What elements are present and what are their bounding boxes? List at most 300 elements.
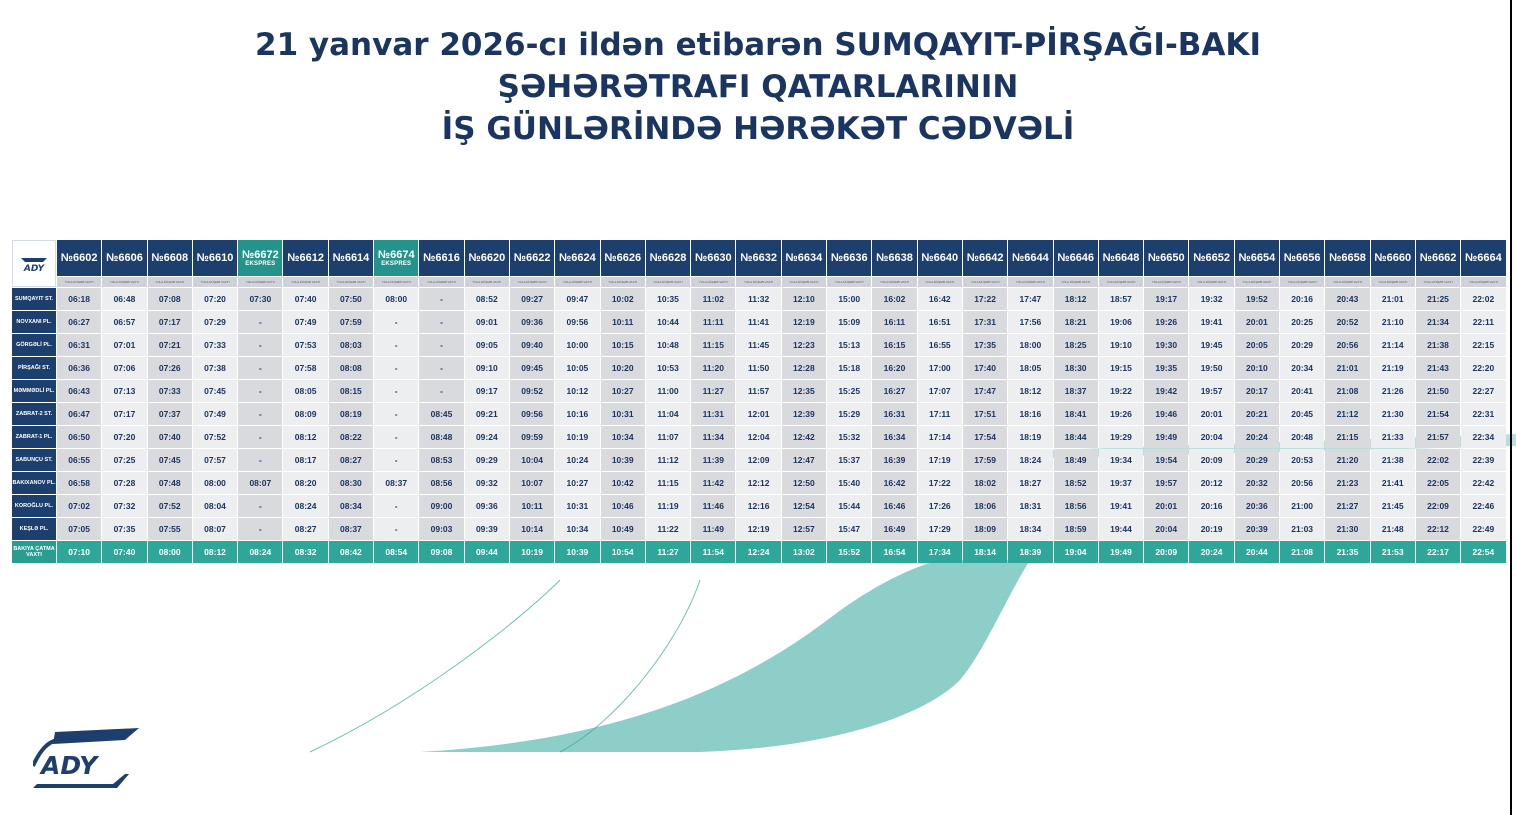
time-cell: -: [238, 426, 282, 448]
time-cell: 12:23: [782, 334, 826, 356]
time-cell: 22:34: [1461, 426, 1505, 448]
time-cell: 21:38: [1371, 449, 1415, 471]
time-cell: 12:10: [782, 288, 826, 310]
time-cell: 07:01: [102, 334, 146, 356]
time-cell: 15:09: [827, 311, 871, 333]
time-cell: 20:41: [1280, 380, 1324, 402]
station-row: [12, 518, 1506, 540]
train-header-13: [646, 240, 690, 276]
train-number: №6652: [1193, 252, 1230, 264]
time-cell: 19:22: [1099, 380, 1143, 402]
time-cell: 15:00: [827, 288, 871, 310]
train-number: №6644: [1012, 252, 1049, 264]
time-cell: 19:10: [1099, 334, 1143, 356]
time-cell: 13:02: [782, 541, 826, 563]
time-cell: -: [374, 357, 418, 379]
train-number: №6640: [921, 252, 959, 264]
train-header-26: [1235, 240, 1279, 276]
time-cell: 22:46: [1461, 495, 1505, 517]
time-cell: 08:17: [283, 449, 327, 471]
time-cell: 18:39: [1008, 541, 1052, 563]
time-cell: 07:06: [102, 357, 146, 379]
time-cell: 08:27: [329, 449, 373, 471]
train-header-30: [1416, 240, 1460, 276]
time-cell: 22:09: [1416, 495, 1460, 517]
station-row: [12, 472, 1506, 494]
time-cell: 12:16: [736, 495, 780, 517]
time-cell: 20:17: [1235, 380, 1279, 402]
time-cell: 20:10: [1235, 357, 1279, 379]
time-cell: 07:33: [193, 334, 237, 356]
time-cell: 10:31: [601, 403, 645, 425]
time-cell: 10:02: [601, 288, 645, 310]
time-cell: 17:26: [918, 495, 962, 517]
time-cell: 20:48: [1280, 426, 1324, 448]
time-cell: 18:41: [1054, 403, 1098, 425]
train-header-17: [827, 240, 871, 276]
time-cell: 07:57: [193, 449, 237, 471]
time-cell: 07:20: [102, 426, 146, 448]
time-cell: 11:45: [736, 334, 780, 356]
time-cell: 10:35: [646, 288, 690, 310]
time-cell: 08:15: [329, 380, 373, 402]
station-row: [12, 334, 1506, 356]
time-cell: 18:52: [1054, 472, 1098, 494]
time-cell: -: [238, 334, 282, 356]
time-cell: 22:20: [1461, 357, 1505, 379]
train-number: №6656: [1283, 252, 1321, 264]
time-cell: 12:24: [736, 541, 780, 563]
time-cell: 08:54: [374, 541, 418, 563]
departure-label: YOLA DÜŞMƏ VAXTI: [374, 277, 418, 287]
station-row: [12, 403, 1506, 425]
time-cell: 16:39: [872, 449, 916, 471]
train-number: №6612: [287, 252, 324, 264]
time-cell: 10:04: [510, 449, 554, 471]
time-cell: 22:11: [1461, 311, 1505, 333]
train-number: №6624: [559, 252, 596, 264]
time-cell: 12:35: [782, 380, 826, 402]
time-cell: 20:34: [1280, 357, 1324, 379]
time-cell: 16:20: [872, 357, 916, 379]
time-cell: -: [374, 311, 418, 333]
time-cell: -: [419, 288, 463, 310]
time-cell: 09:44: [465, 541, 509, 563]
time-cell: 11:41: [736, 311, 780, 333]
time-cell: 07:58: [283, 357, 327, 379]
time-cell: -: [374, 495, 418, 517]
time-cell: 19:34: [1099, 449, 1143, 471]
time-cell: 10:39: [555, 541, 599, 563]
station-name: BAKIYA ÇATMA VAXTI: [12, 541, 56, 563]
time-cell: -: [238, 357, 282, 379]
time-cell: 07:40: [102, 541, 146, 563]
time-cell: 17:29: [918, 518, 962, 540]
departure-label: YOLA DÜŞMƏ VAXTI: [238, 277, 282, 287]
time-cell: 10:11: [601, 311, 645, 333]
time-cell: 08:00: [148, 541, 192, 563]
time-cell: 10:20: [601, 357, 645, 379]
time-cell: 18:16: [1008, 403, 1052, 425]
time-cell: 16:49: [872, 518, 916, 540]
time-cell: 20:21: [1235, 403, 1279, 425]
time-cell: 09:59: [510, 426, 554, 448]
time-cell: 19:45: [1189, 334, 1233, 356]
station-name: ZABRAT-1 PL.: [12, 426, 56, 448]
time-cell: 20:25: [1280, 311, 1324, 333]
time-cell: 19:41: [1189, 311, 1233, 333]
time-cell: 19:04: [1054, 541, 1098, 563]
time-cell: 08:27: [283, 518, 327, 540]
time-cell: 20:16: [1280, 288, 1324, 310]
time-cell: 07:25: [102, 449, 146, 471]
time-cell: 21:33: [1371, 426, 1415, 448]
time-cell: 07:49: [283, 311, 327, 333]
departure-label: YOLA DÜŞMƏ VAXTI: [419, 277, 463, 287]
time-cell: 18:49: [1054, 449, 1098, 471]
station-name: KEŞLƏ PL.: [12, 518, 56, 540]
time-cell: 08:42: [329, 541, 373, 563]
time-cell: 09:45: [510, 357, 554, 379]
time-cell: 10:49: [601, 518, 645, 540]
time-cell: 20:56: [1280, 472, 1324, 494]
time-cell: 18:27: [1008, 472, 1052, 494]
time-cell: 18:34: [1008, 518, 1052, 540]
train-number: №6610: [196, 252, 234, 264]
train-number: №6634: [785, 252, 823, 264]
time-cell: 12:57: [782, 518, 826, 540]
time-cell: 07:30: [238, 288, 282, 310]
express-badge: EKSPRES: [381, 260, 412, 267]
time-cell: 07:55: [148, 518, 192, 540]
time-cell: 21:38: [1416, 334, 1460, 356]
time-cell: 20:04: [1144, 518, 1188, 540]
time-cell: 09:36: [465, 495, 509, 517]
departure-label: YOLA DÜŞMƏ VAXTI: [193, 277, 237, 287]
time-cell: 07:45: [148, 449, 192, 471]
time-cell: 17:51: [963, 403, 1007, 425]
time-cell: 07:45: [193, 380, 237, 402]
train-header-0: [57, 240, 101, 276]
time-cell: 21:43: [1416, 357, 1460, 379]
time-cell: 17:47: [1008, 288, 1052, 310]
time-cell: 21:10: [1371, 311, 1415, 333]
time-cell: 20:09: [1144, 541, 1188, 563]
page-title: [0, 24, 1516, 150]
time-cell: 09:03: [419, 518, 463, 540]
train-header-25: [1189, 240, 1233, 276]
time-cell: 07:28: [102, 472, 146, 494]
time-cell: 08:34: [329, 495, 373, 517]
train-header-8: [419, 240, 463, 276]
train-header-10: [510, 240, 554, 276]
time-cell: 21:12: [1325, 403, 1369, 425]
time-cell: 19:41: [1099, 495, 1143, 517]
time-cell: -: [374, 518, 418, 540]
departure-label: YOLA DÜŞMƏ VAXTI: [465, 277, 509, 287]
train-header-6: [329, 240, 373, 276]
time-cell: 08:08: [329, 357, 373, 379]
time-cell: 15:29: [827, 403, 871, 425]
time-cell: 22:12: [1416, 518, 1460, 540]
time-cell: 10:27: [555, 472, 599, 494]
time-cell: 17:19: [918, 449, 962, 471]
time-cell: 10:14: [510, 518, 554, 540]
departure-label: YOLA DÜŞMƏ VAXTI: [1235, 277, 1279, 287]
time-cell: 20:09: [1189, 449, 1233, 471]
time-cell: 18:06: [963, 495, 1007, 517]
train-number: №6638: [876, 252, 913, 264]
time-cell: 16:11: [872, 311, 916, 333]
time-cell: 07:48: [148, 472, 192, 494]
time-cell: 22:42: [1461, 472, 1505, 494]
station-name: ZABRAT-2 ST.: [12, 403, 56, 425]
time-cell: 22:15: [1461, 334, 1505, 356]
time-cell: 16:02: [872, 288, 916, 310]
time-cell: 10:31: [555, 495, 599, 517]
time-cell: -: [238, 380, 282, 402]
train-header-1: [102, 240, 146, 276]
time-cell: 06:31: [57, 334, 101, 356]
time-cell: 11:32: [736, 288, 780, 310]
train-header-23: [1099, 240, 1143, 276]
time-cell: 06:36: [57, 357, 101, 379]
station-name: GÖRGƏLİ PL.: [12, 334, 56, 356]
time-cell: 19:17: [1144, 288, 1188, 310]
time-cell: 19:49: [1099, 541, 1143, 563]
train-number: №6626: [604, 252, 642, 264]
time-cell: 20:44: [1235, 541, 1279, 563]
train-number: №6662: [1419, 252, 1457, 264]
time-cell: 07:38: [193, 357, 237, 379]
time-cell: 16:46: [872, 495, 916, 517]
time-cell: 07:17: [102, 403, 146, 425]
departure-label: YOLA DÜŞMƏ VAXTI: [691, 277, 735, 287]
time-cell: 07:32: [102, 495, 146, 517]
time-cell: 08:52: [465, 288, 509, 310]
time-cell: 11:50: [736, 357, 780, 379]
station-name: PİRŞAĞI ST.: [12, 357, 56, 379]
time-cell: 22:54: [1461, 541, 1505, 563]
time-cell: 19:35: [1144, 357, 1188, 379]
time-cell: 10:34: [601, 426, 645, 448]
departure-label: YOLA DÜŞMƏ VAXTI: [1325, 277, 1369, 287]
train-header-2: [148, 240, 192, 276]
time-cell: 11:31: [691, 403, 735, 425]
ady-logo-cell: [12, 240, 56, 287]
time-cell: 12:39: [782, 403, 826, 425]
time-cell: -: [374, 449, 418, 471]
time-cell: 18:44: [1054, 426, 1098, 448]
station-name: BAKIXANOV PL.: [12, 472, 56, 494]
time-cell: 19:15: [1099, 357, 1143, 379]
time-cell: 12:28: [782, 357, 826, 379]
train-number: №6632: [740, 252, 777, 264]
time-cell: 10:53: [646, 357, 690, 379]
time-cell: 10:24: [555, 449, 599, 471]
time-cell: 18:37: [1054, 380, 1098, 402]
time-cell: 11:42: [691, 472, 735, 494]
time-cell: 20:43: [1325, 288, 1369, 310]
time-cell: 10:34: [555, 518, 599, 540]
train-number: №6636: [830, 252, 868, 264]
time-cell: 07:10: [57, 541, 101, 563]
time-cell: 08:48: [419, 426, 463, 448]
train-header-24: [1144, 240, 1188, 276]
time-cell: -: [419, 311, 463, 333]
departure-label: YOLA DÜŞMƏ VAXTI: [555, 277, 599, 287]
time-cell: 21:20: [1325, 449, 1369, 471]
train-header-27: [1280, 240, 1324, 276]
time-cell: 15:37: [827, 449, 871, 471]
train-number: №6672: [241, 248, 279, 261]
time-cell: 08:09: [283, 403, 327, 425]
time-cell: -: [374, 403, 418, 425]
time-cell: 11:54: [691, 541, 735, 563]
time-cell: 21:26: [1371, 380, 1415, 402]
time-cell: 18:09: [963, 518, 1007, 540]
time-cell: 21:19: [1371, 357, 1415, 379]
time-cell: -: [238, 518, 282, 540]
departure-label: YOLA DÜŞMƏ VAXTI: [1144, 277, 1188, 287]
train-number: №6616: [423, 252, 460, 264]
departure-label: YOLA DÜŞMƏ VAXTI: [918, 277, 962, 287]
time-cell: 09:17: [465, 380, 509, 402]
time-cell: 09:56: [555, 311, 599, 333]
time-cell: 10:42: [601, 472, 645, 494]
train-header-29: [1371, 240, 1415, 276]
time-cell: 18:57: [1099, 288, 1143, 310]
train-header-11: [555, 240, 599, 276]
time-cell: 11:07: [646, 426, 690, 448]
time-cell: 09:00: [419, 495, 463, 517]
time-cell: 18:31: [1008, 495, 1052, 517]
time-cell: 21:30: [1371, 403, 1415, 425]
time-cell: 16:31: [872, 403, 916, 425]
time-cell: 08:00: [374, 288, 418, 310]
departure-label: YOLA DÜŞMƏ VAXTI: [827, 277, 871, 287]
time-cell: 18:00: [1008, 334, 1052, 356]
departure-label: YOLA DÜŞMƏ VAXTI: [329, 277, 373, 287]
time-cell: 08:00: [193, 472, 237, 494]
time-cell: 18:21: [1054, 311, 1098, 333]
time-cell: 12:47: [782, 449, 826, 471]
train-number: №6646: [1057, 252, 1095, 264]
time-cell: -: [238, 449, 282, 471]
time-cell: 07:21: [148, 334, 192, 356]
time-cell: 07:35: [102, 518, 146, 540]
train-number: №6622: [513, 252, 551, 264]
time-cell: 20:29: [1280, 334, 1324, 356]
time-cell: 11:27: [691, 380, 735, 402]
time-cell: 09:56: [510, 403, 554, 425]
time-cell: 18:12: [1054, 288, 1098, 310]
time-cell: 20:45: [1280, 403, 1324, 425]
time-cell: 20:24: [1189, 541, 1233, 563]
time-cell: 10:12: [555, 380, 599, 402]
time-cell: 06:58: [57, 472, 101, 494]
time-cell: 20:39: [1235, 518, 1279, 540]
time-cell: 06:57: [102, 311, 146, 333]
time-cell: 19:57: [1189, 380, 1233, 402]
time-cell: 19:42: [1144, 380, 1188, 402]
time-cell: 19:50: [1189, 357, 1233, 379]
time-cell: -: [419, 380, 463, 402]
time-cell: 07:26: [148, 357, 192, 379]
time-cell: 17:22: [918, 472, 962, 494]
time-cell: 10:39: [601, 449, 645, 471]
time-cell: 08:12: [193, 541, 237, 563]
train-header-16: [782, 240, 826, 276]
time-cell: 09:52: [510, 380, 554, 402]
time-cell: 08:04: [193, 495, 237, 517]
time-cell: 17:11: [918, 403, 962, 425]
time-cell: 09:21: [465, 403, 509, 425]
train-number: №6650: [1147, 252, 1185, 264]
time-cell: 12:12: [736, 472, 780, 494]
time-cell: -: [238, 403, 282, 425]
time-cell: 18:56: [1054, 495, 1098, 517]
train-number: №6664: [1464, 252, 1502, 264]
time-cell: 16:15: [872, 334, 916, 356]
time-cell: 16:54: [872, 541, 916, 563]
time-cell: 11:11: [691, 311, 735, 333]
time-cell: 15:47: [827, 518, 871, 540]
time-cell: 08:37: [329, 518, 373, 540]
time-cell: 21:01: [1371, 288, 1415, 310]
time-cell: 21:25: [1416, 288, 1460, 310]
departure-label: YOLA DÜŞMƏ VAXTI: [1008, 277, 1052, 287]
time-cell: 10:27: [601, 380, 645, 402]
time-cell: 11:22: [646, 518, 690, 540]
station-name: NOVXANI PL.: [12, 311, 56, 333]
time-cell: 19:49: [1144, 426, 1188, 448]
time-cell: 22:02: [1461, 288, 1505, 310]
time-cell: 16:27: [872, 380, 916, 402]
time-cell: 12:54: [782, 495, 826, 517]
time-cell: 20:04: [1189, 426, 1233, 448]
time-cell: 22:39: [1461, 449, 1505, 471]
train-header-19: [918, 240, 962, 276]
time-cell: 18:05: [1008, 357, 1052, 379]
time-cell: 18:19: [1008, 426, 1052, 448]
time-cell: 19:54: [1144, 449, 1188, 471]
time-cell: -: [374, 380, 418, 402]
departure-label: YOLA DÜŞMƏ VAXTI: [283, 277, 327, 287]
time-cell: 12:19: [782, 311, 826, 333]
time-cell: 10:15: [601, 334, 645, 356]
time-cell: 11:02: [691, 288, 735, 310]
station-row: [12, 495, 1506, 517]
time-cell: 09:40: [510, 334, 554, 356]
time-cell: 19:32: [1189, 288, 1233, 310]
title-line-1: 21 yanvar 2026-cı ildən etibarən SUMQAYIT-PİRŞAĞI-BAKI: [255, 27, 1261, 63]
time-cell: 22:17: [1416, 541, 1460, 563]
station-row: [12, 449, 1506, 471]
train-number: №6660: [1374, 252, 1412, 264]
time-cell: 11:20: [691, 357, 735, 379]
train-header-9: [465, 240, 509, 276]
time-cell: 21:54: [1416, 403, 1460, 425]
time-cell: 07:17: [148, 311, 192, 333]
time-cell: 07:29: [193, 311, 237, 333]
time-cell: 20:16: [1189, 495, 1233, 517]
time-cell: 20:56: [1325, 334, 1369, 356]
time-cell: 10:11: [510, 495, 554, 517]
time-cell: 20:52: [1325, 311, 1369, 333]
departure-label: YOLA DÜŞMƏ VAXTI: [1280, 277, 1324, 287]
time-cell: 11:34: [691, 426, 735, 448]
